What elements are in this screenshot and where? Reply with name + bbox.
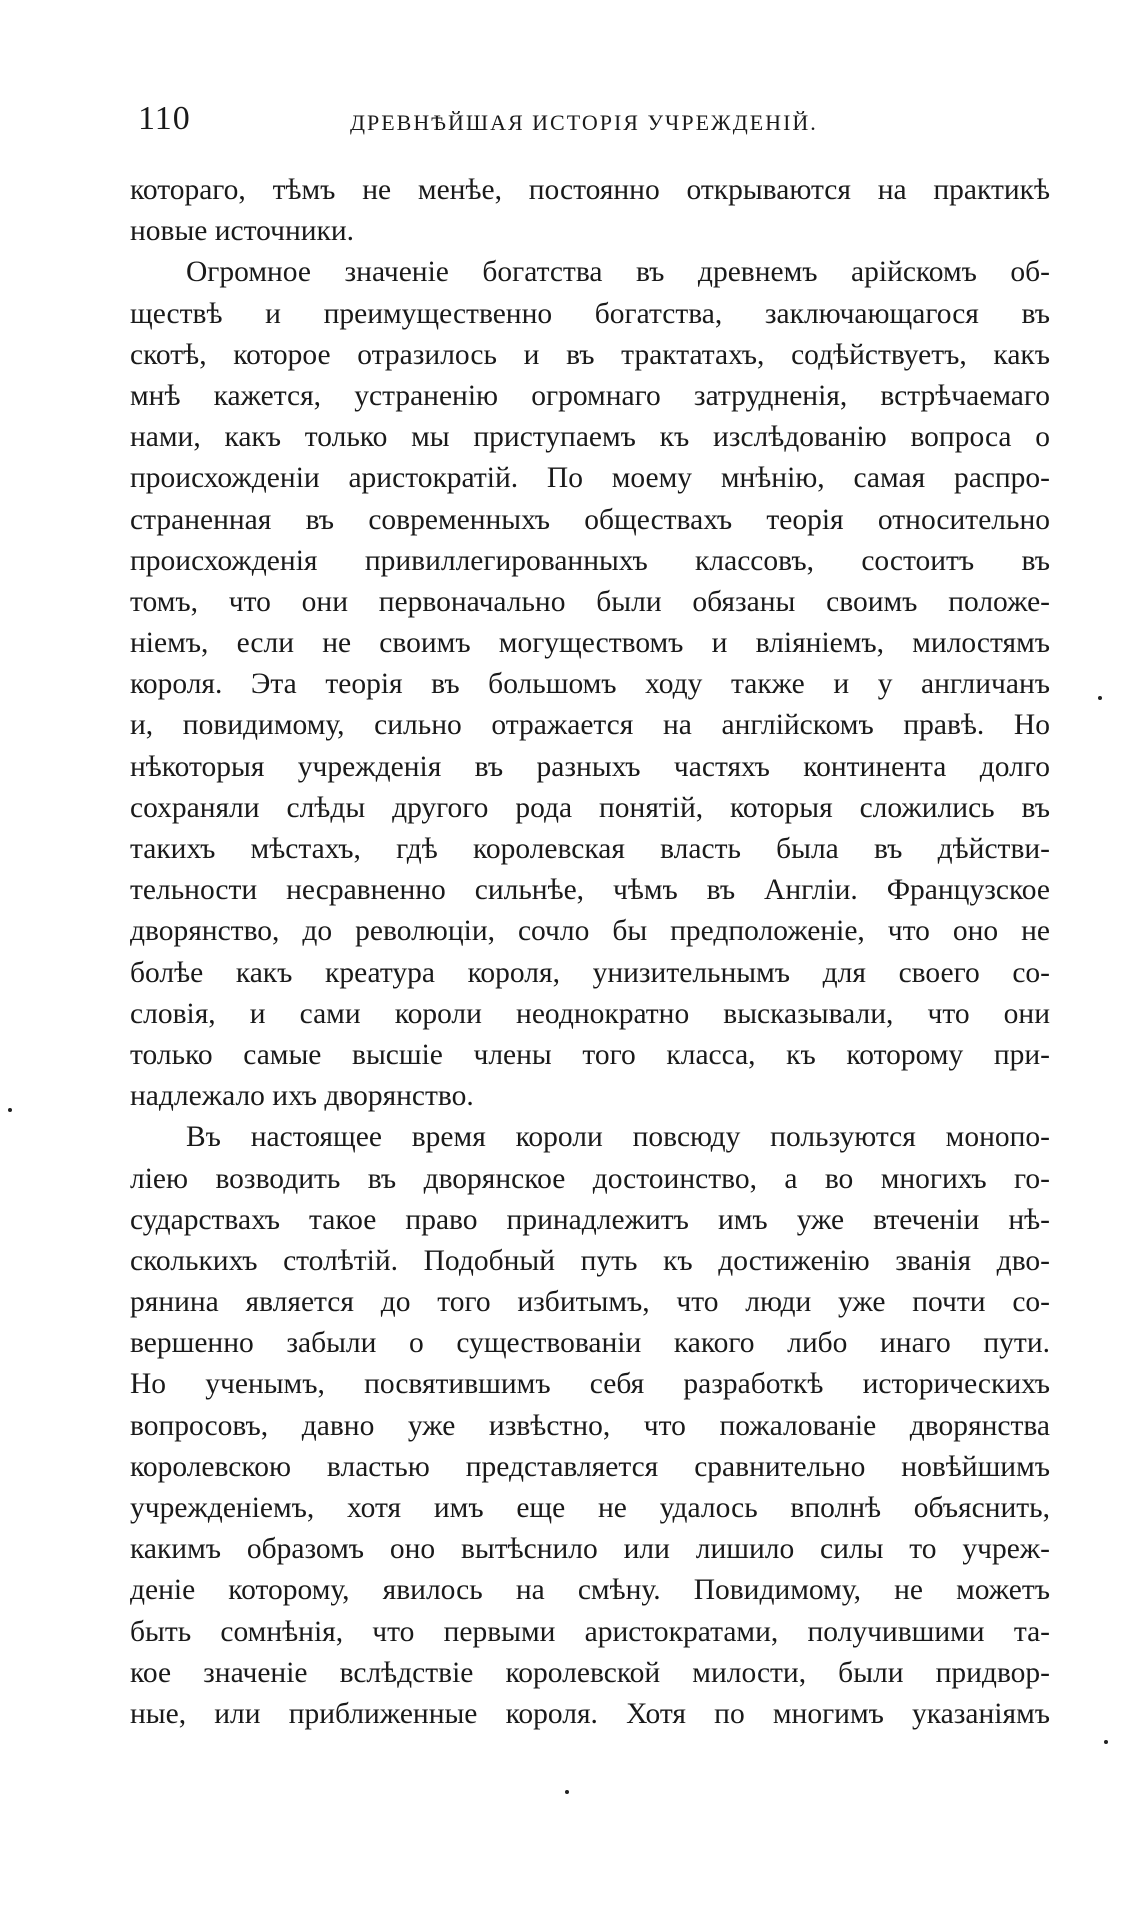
paragraph	[130, 1117, 1050, 1735]
text-line: кое значеніе вслѣдствіе королевской милости, были придвор-	[130, 1656, 1050, 1689]
text-line: новые источники.	[130, 215, 355, 248]
text-line: происхожденіи аристократій. По моему мнѣнію, самая распро-	[130, 462, 1050, 495]
text-line: быть сомнѣнія, что первыми аристократами, получившими та-	[130, 1615, 1050, 1648]
text-line: только самые высшіе члены того класса, къ которому при-	[130, 1038, 1050, 1071]
text-line: скотѣ, которое отразилось и въ трактатахъ, содѣйствуетъ, какъ	[130, 338, 1050, 371]
text-line: нѣкоторыя учрежденія въ разныхъ частяхъ континента долго	[130, 750, 1050, 783]
text-line: нами, какъ только мы приступаемъ къ изслѣдованію вопроса о	[130, 421, 1050, 454]
scan-speck	[1104, 1740, 1108, 1744]
text-line: томъ, что они первоначально были обязаны своимъ положе-	[130, 585, 1050, 618]
scan-speck	[1098, 696, 1102, 700]
text-line: Но ученымъ, посвятившимъ себя разработкѣ историческихъ	[130, 1368, 1050, 1401]
running-head	[130, 100, 1050, 150]
scan-speck	[565, 1790, 569, 1794]
text-line: надлежало ихъ дворянство.	[130, 1080, 474, 1113]
text-line: мнѣ кажется, устраненію огромнаго затрудненія, встрѣчаемаго	[130, 379, 1050, 412]
text-line: ліею возводить въ дворянское достоинство, а во многихъ го-	[130, 1162, 1050, 1195]
text-line: какимъ образомъ оно вытѣснило или лишило силы то учреж-	[130, 1533, 1050, 1566]
text-line: ществѣ и преимущественно богатства, заключающагося въ	[130, 297, 1050, 330]
text-line: сударствахъ такое право принадлежитъ имъ уже втеченіи нѣ-	[130, 1203, 1050, 1236]
running-title: ДРЕВНѢЙШАЯ ИСТОРІЯ УЧРЕЖДЕНІЙ.	[350, 110, 818, 135]
paragraph	[130, 252, 1050, 1117]
text-line: такихъ мѣстахъ, гдѣ королевская власть была въ дѣйстви-	[130, 833, 1050, 865]
text-line: тельности несравненно сильнѣе, чѣмъ въ Англіи. Французское	[130, 874, 1050, 907]
body-text	[130, 170, 1050, 1735]
text-line: сохраняли слѣды другого рода понятій, которыя сложились въ	[130, 791, 1050, 824]
text-line: деніе которому, явилось на смѣну. Повидимому, не можетъ	[130, 1574, 1050, 1607]
scan-speck	[8, 1108, 12, 1112]
text-line: словія, и сами короли неоднократно высказывали, что они	[130, 997, 1050, 1030]
text-line: ніемъ, если не своимъ могуществомъ и вліяніемъ, милостямъ	[130, 627, 1050, 660]
text-line: страненная въ современныхъ обществахъ теорія относительно	[130, 503, 1050, 536]
text-line: дворянство, до революціи, сочло бы предположеніе, что оно не	[130, 915, 1050, 948]
text-line: королевскою властью представляется сравнительно новѣйшимъ	[130, 1450, 1050, 1483]
text-line: вершенно забыли о существованіи какого либо инаго пути.	[130, 1327, 1050, 1360]
text-line: Огромное значеніе богатства въ древнемъ арійскомъ об-	[186, 256, 1050, 289]
text-line: короля. Эта теорія въ большомъ ходу также и у англичанъ	[130, 668, 1050, 701]
text-line: котораго, тѣмъ не менѣе, постоянно открываются на практикѣ	[130, 174, 1050, 206]
paragraph	[130, 170, 1050, 252]
text-line: ные, или приближенные короля. Хотя по многимъ указаніямъ	[130, 1697, 1050, 1730]
text-line: Въ настоящее время короли повсюду пользуются монопо-	[186, 1121, 1050, 1154]
text-line: сколькихъ столѣтій. Подобный путь къ достиженію званія дво-	[130, 1244, 1050, 1277]
text-line: болѣе какъ креатура короля, унизительнымъ для своего со-	[130, 956, 1050, 989]
text-line: вопросовъ, давно уже извѣстно, что пожалованіе дворянства	[130, 1409, 1050, 1442]
text-line: рянина является до того избитымъ, что люди уже почти со-	[130, 1286, 1050, 1319]
text-line: учрежденіемъ, хотя имъ еще не удалось вполнѣ объяснить,	[130, 1492, 1050, 1524]
text-line: и, повидимому, сильно отражается на англійскомъ правѣ. Но	[130, 709, 1050, 742]
text-line: происхожденія привиллегированныхъ классовъ, состоитъ въ	[130, 544, 1050, 577]
page-number: 110	[138, 100, 191, 137]
